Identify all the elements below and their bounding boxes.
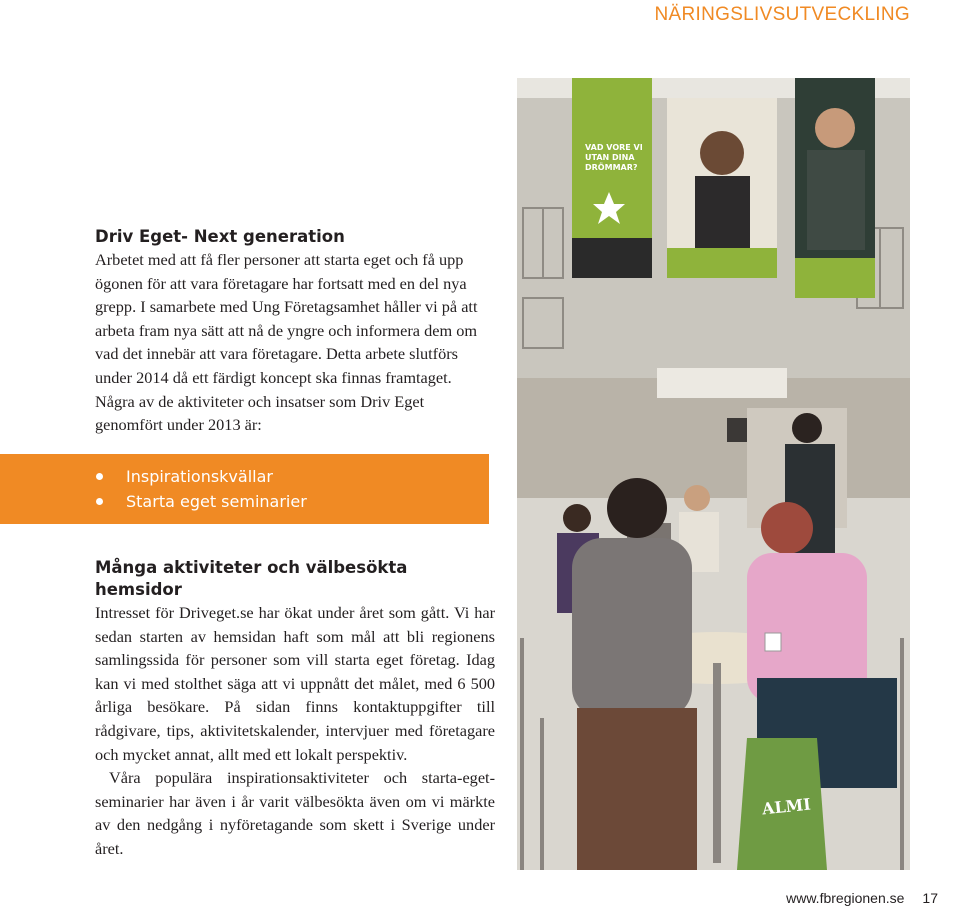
page-number: 17 [922, 890, 938, 906]
section-header: NÄRINGSLIVSUTVECKLING [654, 4, 910, 25]
bullet-icon [96, 473, 103, 480]
activities-box [0, 454, 489, 524]
cafe-photo [517, 78, 910, 870]
bullet-icon [96, 498, 103, 505]
section-websites [95, 557, 495, 861]
page-footer [786, 890, 938, 906]
paragraph-websites: Intresset för Driveget.se har ökat under året som gått. Vi har sedan starten av hemsidan haft som mål att bli regionens samlingssida för personer som vill starta eget företag. Idag kan vi med stolthet säga att vi uppnått det målet, med 6 500 årliga besökare. På sidan finns kontaktuppgifter till rådgivare, tips, aktivitetskalender, intervjuer med företagare och mycket annat, allt med ett lokalt perspektiv. [95, 603, 495, 764]
paragraph-driv-eget: Arbetet med att få fler personer att starta eget och få upp ögonen för att vara företagare har fortsatt med en del nya grepp. I samarbete med Ung Företagsamhet håller vi på att arbeta fram nya sätt att nå de yngre och informera dem om vad det innebär att vara företagare. Detta arbete slutförs under 2014 då ett färdigt koncept ska finnas framtaget. Några av de aktiviteter och insatser som Driv Eget genomfört under 2013 är: [95, 250, 478, 435]
banner-left [572, 78, 652, 278]
heading-websites: Många aktiviteter och välbesökta hemsidor [95, 558, 408, 599]
heading-driv-eget: Driv Eget- Next generation [95, 227, 345, 246]
svg-text:DRÖMMAR?: DRÖMMAR? [585, 163, 638, 172]
svg-text:VAD VORE VI: VAD VORE VI [585, 143, 643, 152]
section-driv-eget [95, 226, 495, 437]
paragraph-activities: Våra populära inspirationsaktiviteter och starta-eget-seminarier har även i år varit välbesökta även om vi märkte av den nedgång i nyföretagande som skett i Sverige under året. [95, 768, 495, 858]
activities-list [0, 454, 489, 514]
list-item: Inspirationskvällar [96, 464, 489, 489]
svg-text:UTAN DINA: UTAN DINA [585, 153, 635, 162]
svg-text:ALMI: ALMI [761, 794, 812, 819]
footer-url: www.fbregionen.se [786, 890, 905, 906]
list-item: Starta eget seminarier [96, 489, 489, 514]
banner-right [795, 78, 875, 298]
banner-mid [667, 98, 777, 278]
